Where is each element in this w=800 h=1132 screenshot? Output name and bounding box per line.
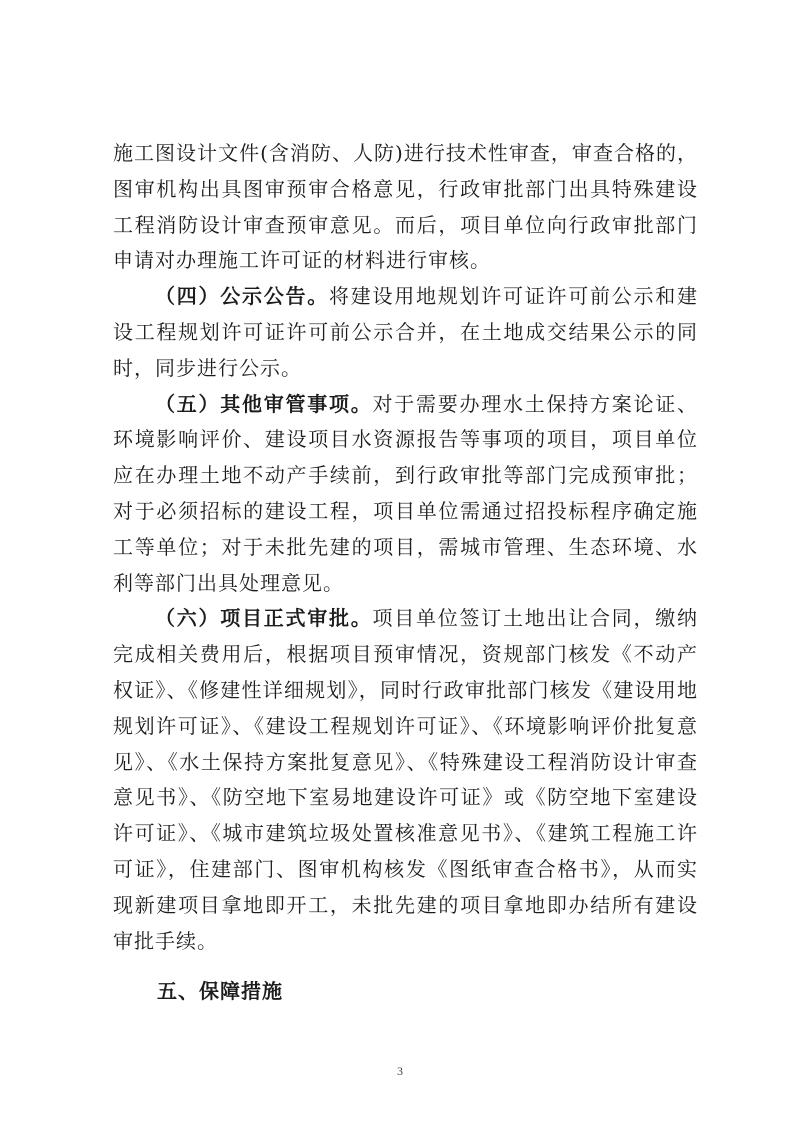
paragraph-text: 施工图设计文件(含消防、人防)进行技术性审查，审查合格的，图审机构出具图审预审合格意见，行政审批部门出具特殊建设工程消防设计审查预审意见。而后，项目单位向行政审批部门申请对办理施工许可证的材料进行审核。: [113, 141, 698, 273]
section-heading: 五、保障措施: [157, 979, 283, 1003]
paragraph-text: 项目单位签订土地出让合同，缴纳完成相关费用后，根据项目预审情况，资规部门核发《不动产权证》、《修建性详细规划》，同时行政审批部门核发《建设用地规划许可证》、《建设工程规划许可证》、《环境影响评价批复意见》、《水土保持方案批复意见》、《特殊建设工程消防设计审查意见书》、《防空地下室易地建设许可证》或《防空地下室建设许可证》、《城市建筑垃圾处置核准意见书》、《建筑工程施工许可证》，住建部门、图审机构核发《图纸审查合格书》，从而实现新建项目拿地即开工，未批先建的项目拿地即办结所有建设审批手续。: [113, 606, 698, 953]
paragraph-formal-approval: [113, 601, 698, 959]
paragraph-continuation: [113, 136, 698, 279]
paragraph-text: 对于需要办理水土保持方案论证、环境影响评价、建设项目水资源报告等事项的项目，项目单位应在办理土地不动产手续前，到行政审批等部门完成预审批；对于必须招标的建设工程，项目单位需通过招投标程序确定施工等单位；对于未批先建的项目，需城市管理、生态环境、水利等部门出具处理意见。: [113, 391, 698, 595]
paragraph-public-notice: [113, 279, 698, 386]
item-heading: （五）其他审管事项。: [155, 391, 373, 416]
item-heading: （四）公示公告。: [155, 284, 329, 309]
paragraph-other-matters: [113, 387, 698, 602]
paragraph-text: 将建设用地规划许可证许可前公示和建设工程规划许可证许可前公示合并，在土地成交结果公示的同时，同步进行公示。: [113, 284, 698, 380]
page-number: 3: [397, 1064, 403, 1078]
item-heading: （六）项目正式审批。: [155, 606, 373, 631]
document-body: [113, 136, 698, 959]
